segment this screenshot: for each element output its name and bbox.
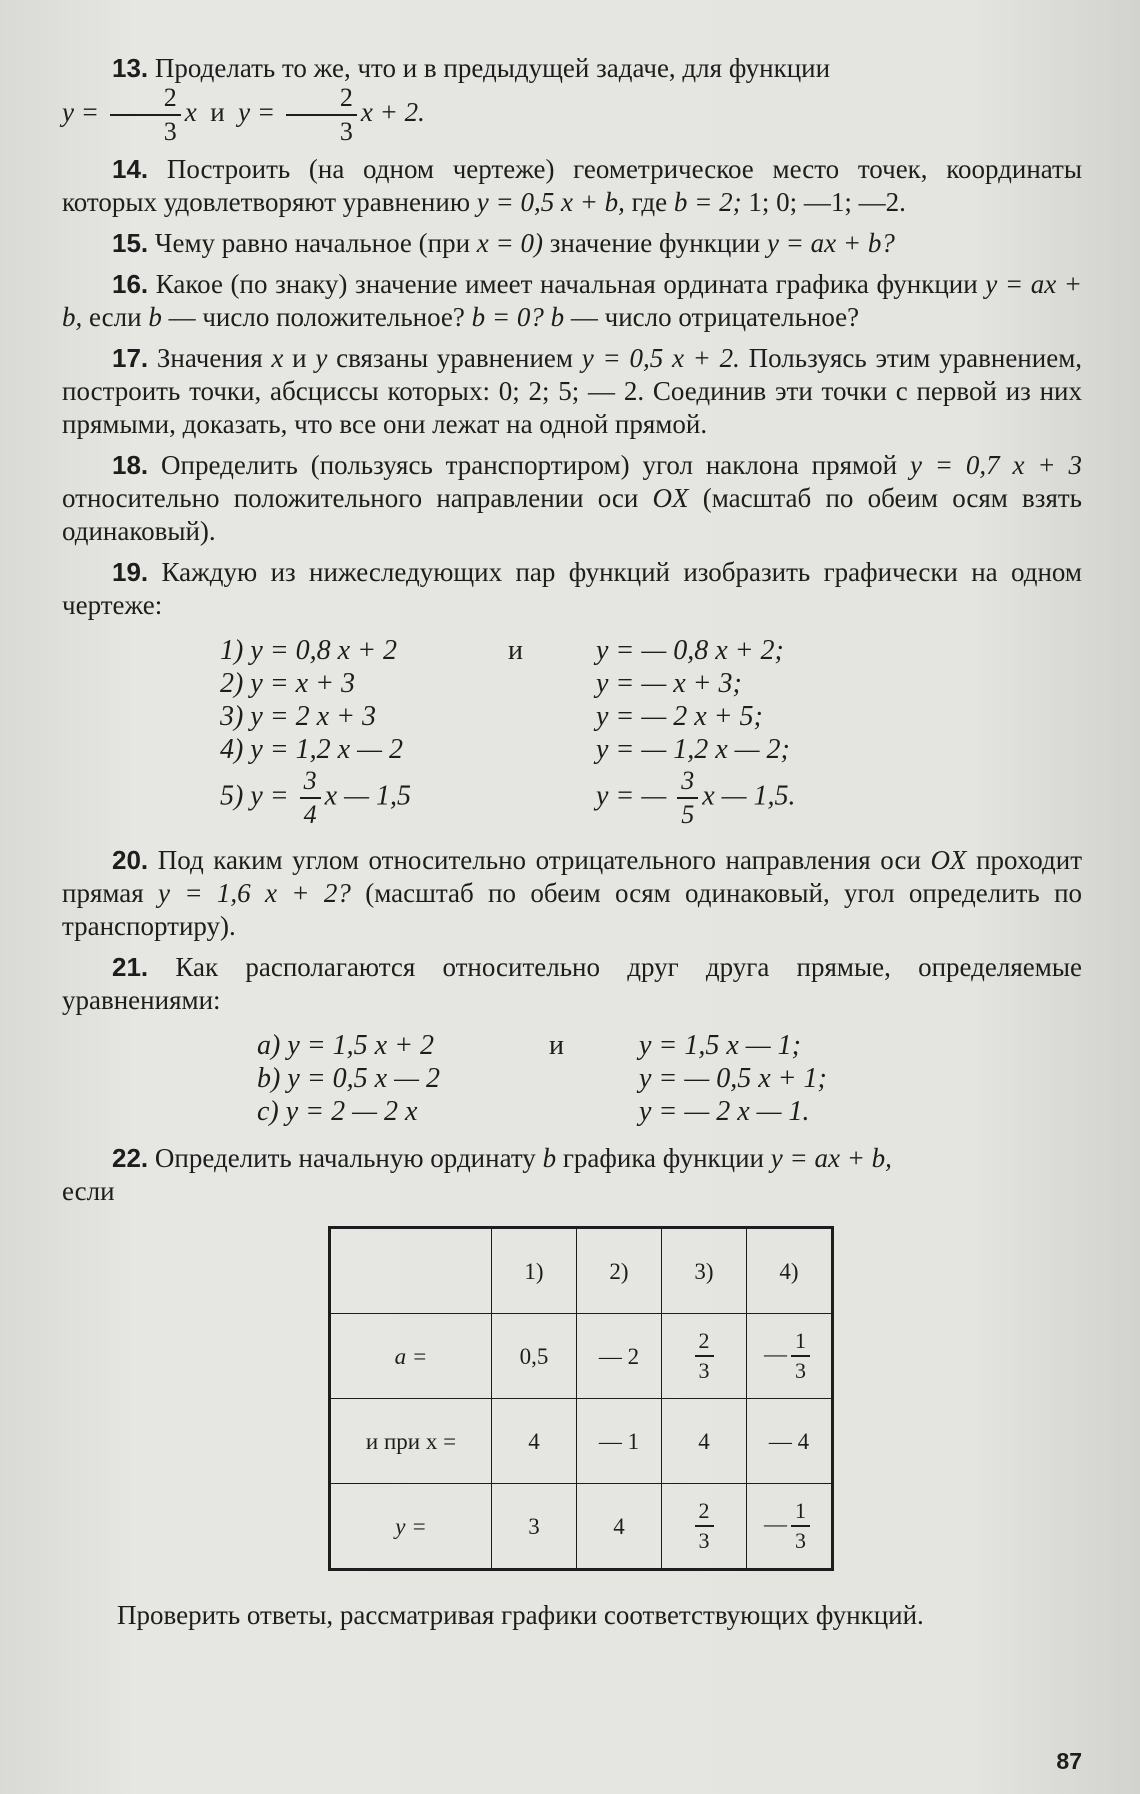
- function-pairs-19: [62, 634, 1082, 830]
- fraction: $\frac{2}{3}$: [110, 85, 181, 145]
- pair-row: 4) y = 1,2 x — 2 y = — 1,2 x — 2;: [220, 734, 790, 765]
- page-number: 87: [1056, 1748, 1082, 1774]
- page-content: [62, 52, 1082, 1659]
- problem-18: 18. Определить (пользуясь транспортиром) угол наклона прямой y = 0,7 x + 3 относительно положительного направлении оси OX (масштаб по обеим осям взять одинаковый).: [62, 450, 1082, 546]
- problem-16: 16. Какое (по знаку) значение имеет начальная ордината графика функции y = ax + b, если b — число положительное? b = 0? b — число отрицательное?: [62, 269, 1082, 332]
- pair-row: 1) y = 0,8 x + 2 и y = — 0,8 x + 2;: [220, 635, 784, 666]
- table-row-y: y = 3 4 $\frac{2}{3}$ — $\frac{1}{3}$: [330, 1484, 833, 1570]
- fraction: $\frac{2}{3}$: [286, 85, 357, 145]
- footer-note: Проверить ответы, рассматривая графики соответствующих функций.: [117, 1600, 924, 1630]
- table-header-row: 1) 2) 3) 4): [330, 1228, 833, 1314]
- pair-row: a) y = 1,5 x + 2 и y = 1,5 x — 1;: [257, 1030, 801, 1061]
- pair-row: 5) y = $\frac{3}{4}$ x — 1,5 y = — $\frac{3}{5}$ x — 1,5.: [220, 766, 796, 829]
- problem-17: 17. Значения x и y связаны уравнением y = 0,5 x + 2. Пользуясь этим уравнением, построить точки, абсциссы которых: 0; 2; 5; — 2. Соединив эти точки с первой из них прямыми, доказать, что все они лежат на одной прямой.: [62, 343, 1083, 439]
- table-row-x: и при x = 4 — 1 4 — 4: [330, 1399, 833, 1484]
- problem-22: 22. Определить начальную ординату b графика функции y = ax + b, если: [62, 1143, 892, 1206]
- fraction: $\frac{3}{4}$: [300, 768, 321, 828]
- line-pairs-21: [62, 1029, 1082, 1128]
- problem-14: 14. Построить (на одном чертеже) геометрическое место точек, координаты которых удовлетворяют уравнению y = 0,5 x + b, где b = 2; 1; 0; —1; —2.: [62, 154, 1082, 217]
- table-row-a: a = 0,5 — 2 $\frac{2}{3}$ — $\frac{1}{3}$: [330, 1314, 833, 1399]
- problem-15: 15. Чему равно начальное (при x = 0) значение функции y = ax + b?: [112, 228, 895, 258]
- pair-row: c) y = 2 — 2 x y = — 2 x — 1.: [257, 1096, 810, 1127]
- pair-row: b) y = 0,5 x — 2 y = — 0,5 x + 1;: [257, 1063, 827, 1094]
- values-table: [328, 1226, 834, 1571]
- problem-13: 13. Проделать то же, что и в предыдущей задаче, для функции y = $\frac{2}{3}$ x и y = $\frac{2}{3}$ x + 2.: [62, 53, 831, 146]
- pair-row: 2) y = x + 3 y = — x + 3;: [220, 668, 742, 699]
- problem-21: 21. Как располагаются относительно друг друга прямые, определяемые уравнениями:: [62, 952, 1082, 1015]
- pair-row: 3) y = 2 x + 3 y = — 2 x + 5;: [220, 701, 763, 732]
- fraction: $\frac{1}{3}$: [791, 1500, 810, 1552]
- fraction: $\frac{2}{3}$: [695, 1330, 714, 1382]
- problem-20: 20. Под каким углом относительно отрицательного направления оси OX проходит прямая y = 1,6 x + 2? (масштаб по обеим осям одинаковый, угол определить по транспортиру).: [62, 845, 1083, 941]
- fraction: $\frac{3}{5}$: [677, 768, 698, 828]
- fraction: $\frac{2}{3}$: [695, 1500, 714, 1552]
- fraction: $\frac{1}{3}$: [791, 1330, 810, 1382]
- problem-19: 19. Каждую из нижеследующих пар функций изобразить графически на одном чертеже:: [62, 557, 1082, 620]
